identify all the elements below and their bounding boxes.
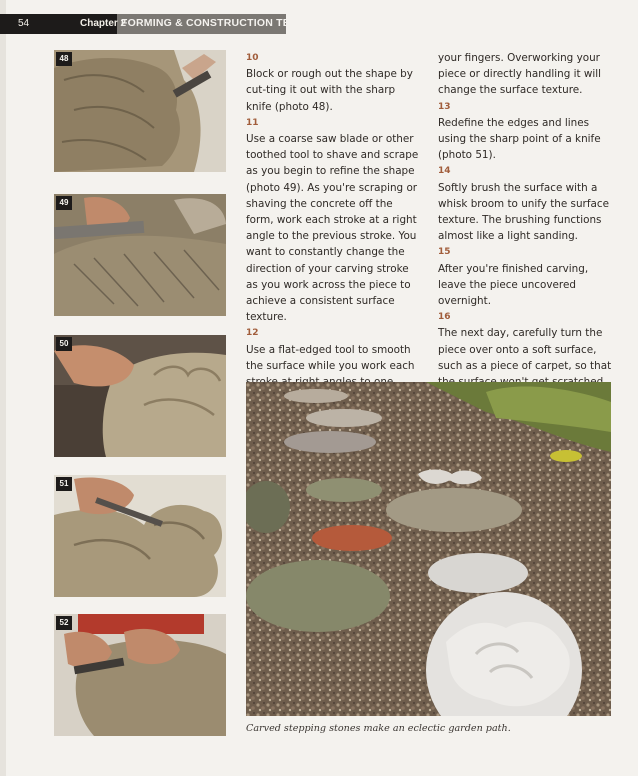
chapter-label: Chapter 2 xyxy=(80,18,127,29)
photo-tag: 51 xyxy=(56,477,72,491)
step-text: your fingers. Overworking your piece or directly handling it will change the surface texture. xyxy=(438,52,602,97)
step-text: Redefine the edges and lines using the sharp point of a knife (photo 51). xyxy=(438,116,601,162)
step-text: The next day, carefully turn the piece over onto a soft surface, such as a piece of carpet, so that xyxy=(438,327,612,372)
page-edge xyxy=(0,0,6,776)
photo-50-image xyxy=(54,335,226,457)
garden-photo xyxy=(246,382,611,716)
step-number: 14 xyxy=(438,166,451,177)
photo-tag: 48 xyxy=(56,52,72,66)
text-column-1 xyxy=(246,50,422,423)
photo-52-image xyxy=(54,614,226,736)
step-number: 13 xyxy=(438,101,451,112)
photo-tag: 50 xyxy=(56,337,72,351)
photo-51-image xyxy=(54,475,226,597)
step-block xyxy=(438,50,614,99)
photo-tag: 52 xyxy=(56,616,72,630)
garden-photo-image xyxy=(246,382,611,716)
step-number: 12 xyxy=(246,328,259,339)
photo-49 xyxy=(54,194,226,316)
photo-48 xyxy=(54,50,226,172)
step-block xyxy=(246,115,422,326)
chapter-title: FORMING & CONSTRUCTION TECHNIQUES xyxy=(121,17,347,29)
photo-49-image xyxy=(54,194,226,316)
step-text: Block or rough out the shape by cut-ting it out with the sharp knife (photo 48). xyxy=(246,68,413,113)
step-number: 11 xyxy=(246,117,259,128)
step-number: 16 xyxy=(438,312,451,323)
step-text: Use a flat-edged tool to smooth the surface while you work each xyxy=(246,343,415,372)
step-text: Use a coarse saw blade or other toothed tool to shave and scrape as you begin to refine the shape (photo 49). As you're scraping or shaving the concrete off the form, work each stroke at a right angle to the previous stroke. You want to constantly change the direction of your carving stroke as you work across the piece to achieve a consistent surface texture. xyxy=(246,133,419,324)
step-number: 15 xyxy=(438,247,451,258)
photo-caption: Carved stepping stones make an eclectic garden path. xyxy=(246,723,511,734)
step-text: After you're finished carving, leave the piece uncovered overnight. xyxy=(438,262,589,308)
step-block xyxy=(438,244,614,309)
text-column-2 xyxy=(438,50,614,390)
step-block xyxy=(438,99,614,164)
photo-50 xyxy=(54,335,226,457)
photo-tag: 49 xyxy=(56,196,72,210)
step-text: Softly brush the surface with a whisk broom to unify the surface texture. The brushing functions almost like a light sanding. xyxy=(438,181,609,243)
photo-52 xyxy=(54,614,226,736)
step-number: 10 xyxy=(246,53,259,63)
photo-48-image xyxy=(54,50,226,172)
photo-51 xyxy=(54,475,226,597)
step-block xyxy=(438,309,614,390)
step-block xyxy=(438,163,614,244)
page-number: 54 xyxy=(18,18,30,29)
step-block xyxy=(246,50,422,115)
